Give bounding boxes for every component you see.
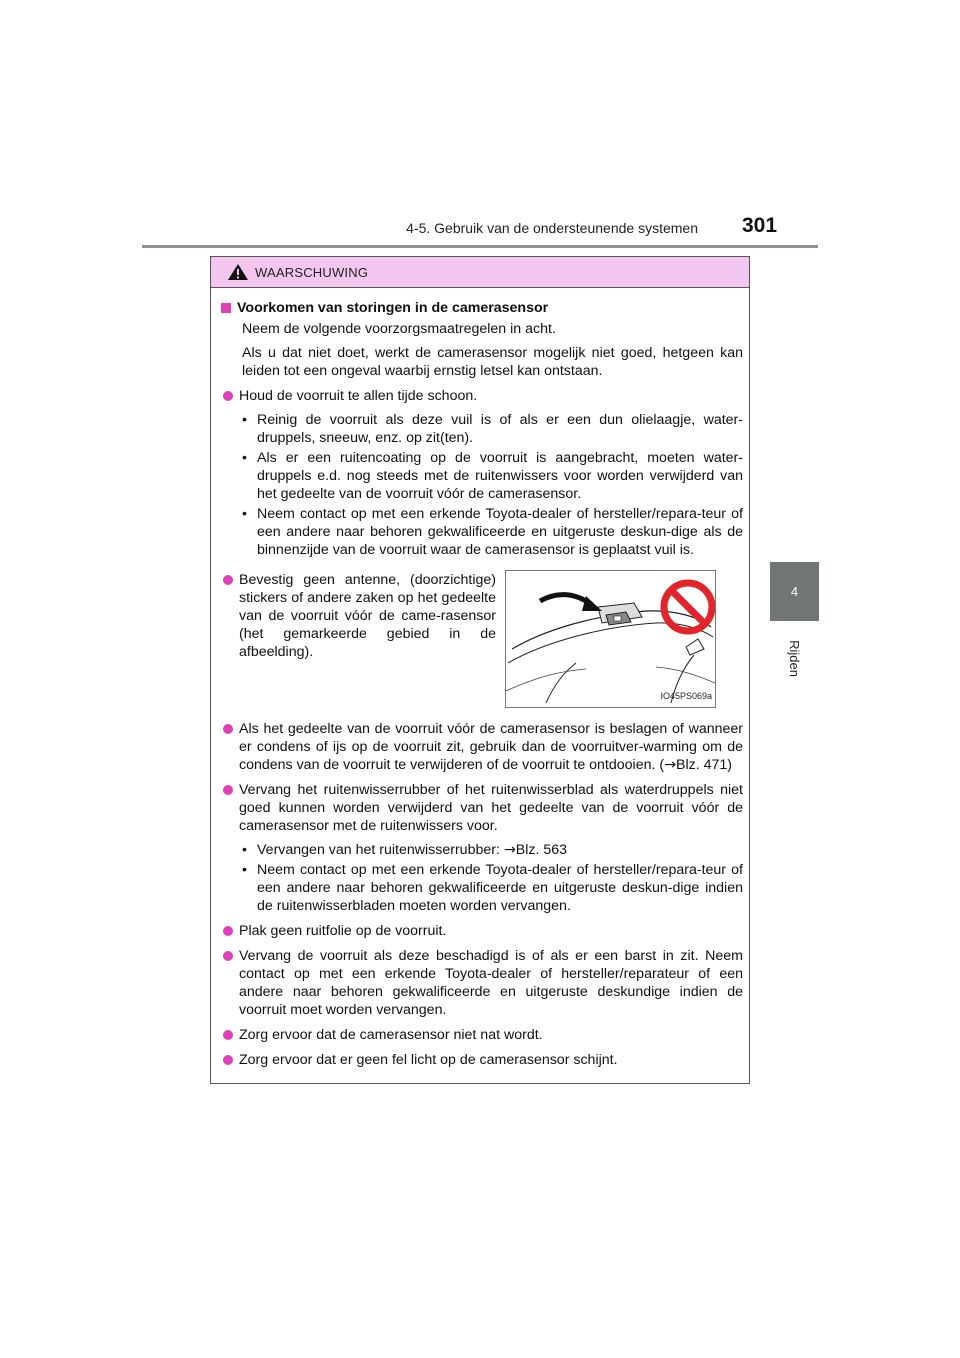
circle-bullet-icon xyxy=(223,724,233,734)
arrow-right-icon: → xyxy=(664,757,676,773)
square-bullet-icon xyxy=(221,303,231,313)
list-item: Zorg ervoor dat de camerasensor niet nat wordt. xyxy=(221,1026,743,1044)
warning-heading: WAARSCHUWING xyxy=(255,265,369,280)
small-bullet-icon: • xyxy=(242,862,247,878)
circle-bullet-icon xyxy=(223,575,233,585)
intro-text: Neem de volgende voorzorgsmaatregelen in acht. xyxy=(242,321,556,337)
circle-bullet-icon xyxy=(223,391,233,401)
sub-list-item: • Als er een ruitencoating op de voorruit is aangebracht, moeten water-druppels e.d. nog steeds met de ruitenwissers voor worden verwijderd van het gedeelte van de voorruit vóór de camerasensor. xyxy=(242,450,743,502)
page-reference-link[interactable]: Blz. 471 xyxy=(675,757,728,773)
small-bullet-icon: • xyxy=(242,412,247,428)
small-bullet-icon: • xyxy=(242,506,247,522)
circle-bullet-icon xyxy=(223,951,233,961)
list-item: Houd de voorruit te allen tijde schoon. xyxy=(221,387,743,405)
list-item: Bevestig geen antenne, (doorzichtige) stickers of andere zaken op het gedeelte van de voorruit vóór de came-rasensor (het gemarkeerde gebied in de afbeelding). xyxy=(221,571,496,708)
header-rule xyxy=(142,245,818,248)
windshield-illustration xyxy=(505,570,716,708)
sub-list-item: • Neem contact op met een erkende Toyota-dealer of hersteller/repara-teur of een andere naar behoren gekwalificeerde en uitgeruste deskun-dige als de binnenzijde van de voorruit waar de camerasensor is geplaatst vuil is. xyxy=(242,506,743,558)
small-bullet-icon: • xyxy=(242,842,247,858)
arrow-right-icon: → xyxy=(503,842,516,858)
warning-box xyxy=(210,256,750,1084)
list-item: Vervang het ruitenwisserrubber of het ruitenwisserblad als waterdruppels niet goed kunnen worden verwijderd van het gedeelte van de voorruit vóór de camerasensor met de ruitenwissers voor. xyxy=(221,781,743,835)
circle-bullet-icon xyxy=(223,1055,233,1065)
page-reference-link[interactable]: Blz. 563 xyxy=(515,842,568,858)
small-bullet-icon: • xyxy=(242,450,247,466)
warning-content xyxy=(221,299,743,1069)
circle-bullet-icon xyxy=(223,785,233,795)
intro-text: Als u dat niet doet, werkt de camerasensor mogelijk niet goed, hetgeen kan leiden tot een ongeval waarbij ernstig letsel kan ontstaan. xyxy=(242,345,743,379)
list-item: Zorg ervoor dat er geen fel licht op de camerasensor schijnt. xyxy=(221,1051,743,1069)
warning-header xyxy=(211,257,749,288)
sub-list-item: • Neem contact op met een erkende Toyota-dealer of hersteller/repara-teur of een andere naar behoren gekwalificeerde en uitgeruste deskun-dige indien de ruitenwisserbladen moeten worden vervangen. xyxy=(242,862,743,914)
figure-code: IO45PS069a xyxy=(660,691,712,701)
circle-bullet-icon xyxy=(223,1030,233,1040)
section-title: Voorkomen van storingen in de camerasensor xyxy=(221,299,743,317)
warning-triangle-icon xyxy=(227,263,249,281)
chapter-tab-label: Rijden xyxy=(786,639,802,677)
figure-row xyxy=(221,571,743,708)
circle-bullet-icon xyxy=(223,926,233,936)
chapter-title: 4-5. Gebruik van de ondersteunende systemen xyxy=(406,220,698,236)
sub-list-item: • Vervangen van het ruitenwisserrubber: →Blz. 563 xyxy=(242,842,568,858)
chapter-tab-number: 4 xyxy=(790,584,799,599)
sub-list-item: • Reinig de voorruit als deze vuil is of als er een dun olielaagje, water-druppels, sneeuw, enz. op zit(ten). xyxy=(242,412,743,446)
list-item: Vervang de voorruit als deze beschadigd is of als er een barst in zit. Neem contact op met een erkende Toyota-dealer of hersteller/reparateur of een andere naar behoren gekwalificeerde en uitgeruste deskundige indien de voorruit moet worden vervangen. xyxy=(221,947,743,1019)
page-number: 301 xyxy=(742,214,778,237)
page-header xyxy=(0,212,960,244)
chapter-tab[interactable] xyxy=(770,562,819,621)
list-item: Als het gedeelte van de voorruit vóór de camerasensor is beslagen of wanneer er condens of ijs op de voorruit zit, gebruik dan de voorruitver-warming om de condens van de voorruit te verwijderen of de voorruit te ontdooien. (→Blz. 471) xyxy=(221,720,743,774)
list-item: Plak geen ruitfolie op de voorruit. xyxy=(221,922,743,940)
